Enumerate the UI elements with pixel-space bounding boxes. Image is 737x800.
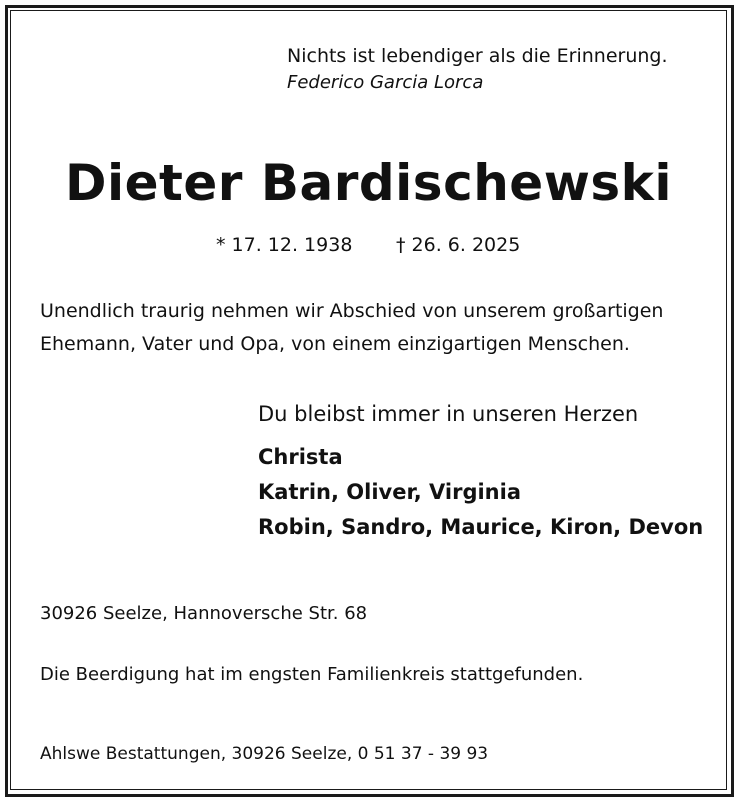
mourner-line: Katrin, Oliver, Virginia [258, 480, 522, 504]
death-date: † 26. 6. 2025 [396, 234, 521, 256]
intro-line-1: Unendlich traurig nehmen wir Abschied von unserem großartigen [40, 300, 664, 322]
farewell-line: Du bleibst immer in unseren Herzen [258, 402, 639, 426]
deceased-name: Dieter Bardischewski [64, 154, 673, 212]
address: 30926 Seelze, Hannoversche Str. 68 [40, 603, 368, 624]
mourner-line: Christa [258, 445, 343, 469]
mourner-line: Robin, Sandro, Maurice, Kiron, Devon [258, 515, 704, 539]
undertaker-info: Ahlswe Bestattungen, 30926 Seelze, 0 51 37 - 39 93 [40, 744, 489, 764]
quote-author: Federico Garcia Lorca [287, 72, 484, 93]
birth-date: * 17. 12. 1938 [216, 234, 353, 256]
burial-note: Die Beerdigung hat im engsten Familienkreis stattgefunden. [40, 664, 584, 685]
intro-line-2: Ehemann, Vater und Opa, von einem einzigartigen Menschen. [40, 333, 630, 355]
quote-text: Nichts ist lebendiger als die Erinnerung. [287, 45, 668, 67]
